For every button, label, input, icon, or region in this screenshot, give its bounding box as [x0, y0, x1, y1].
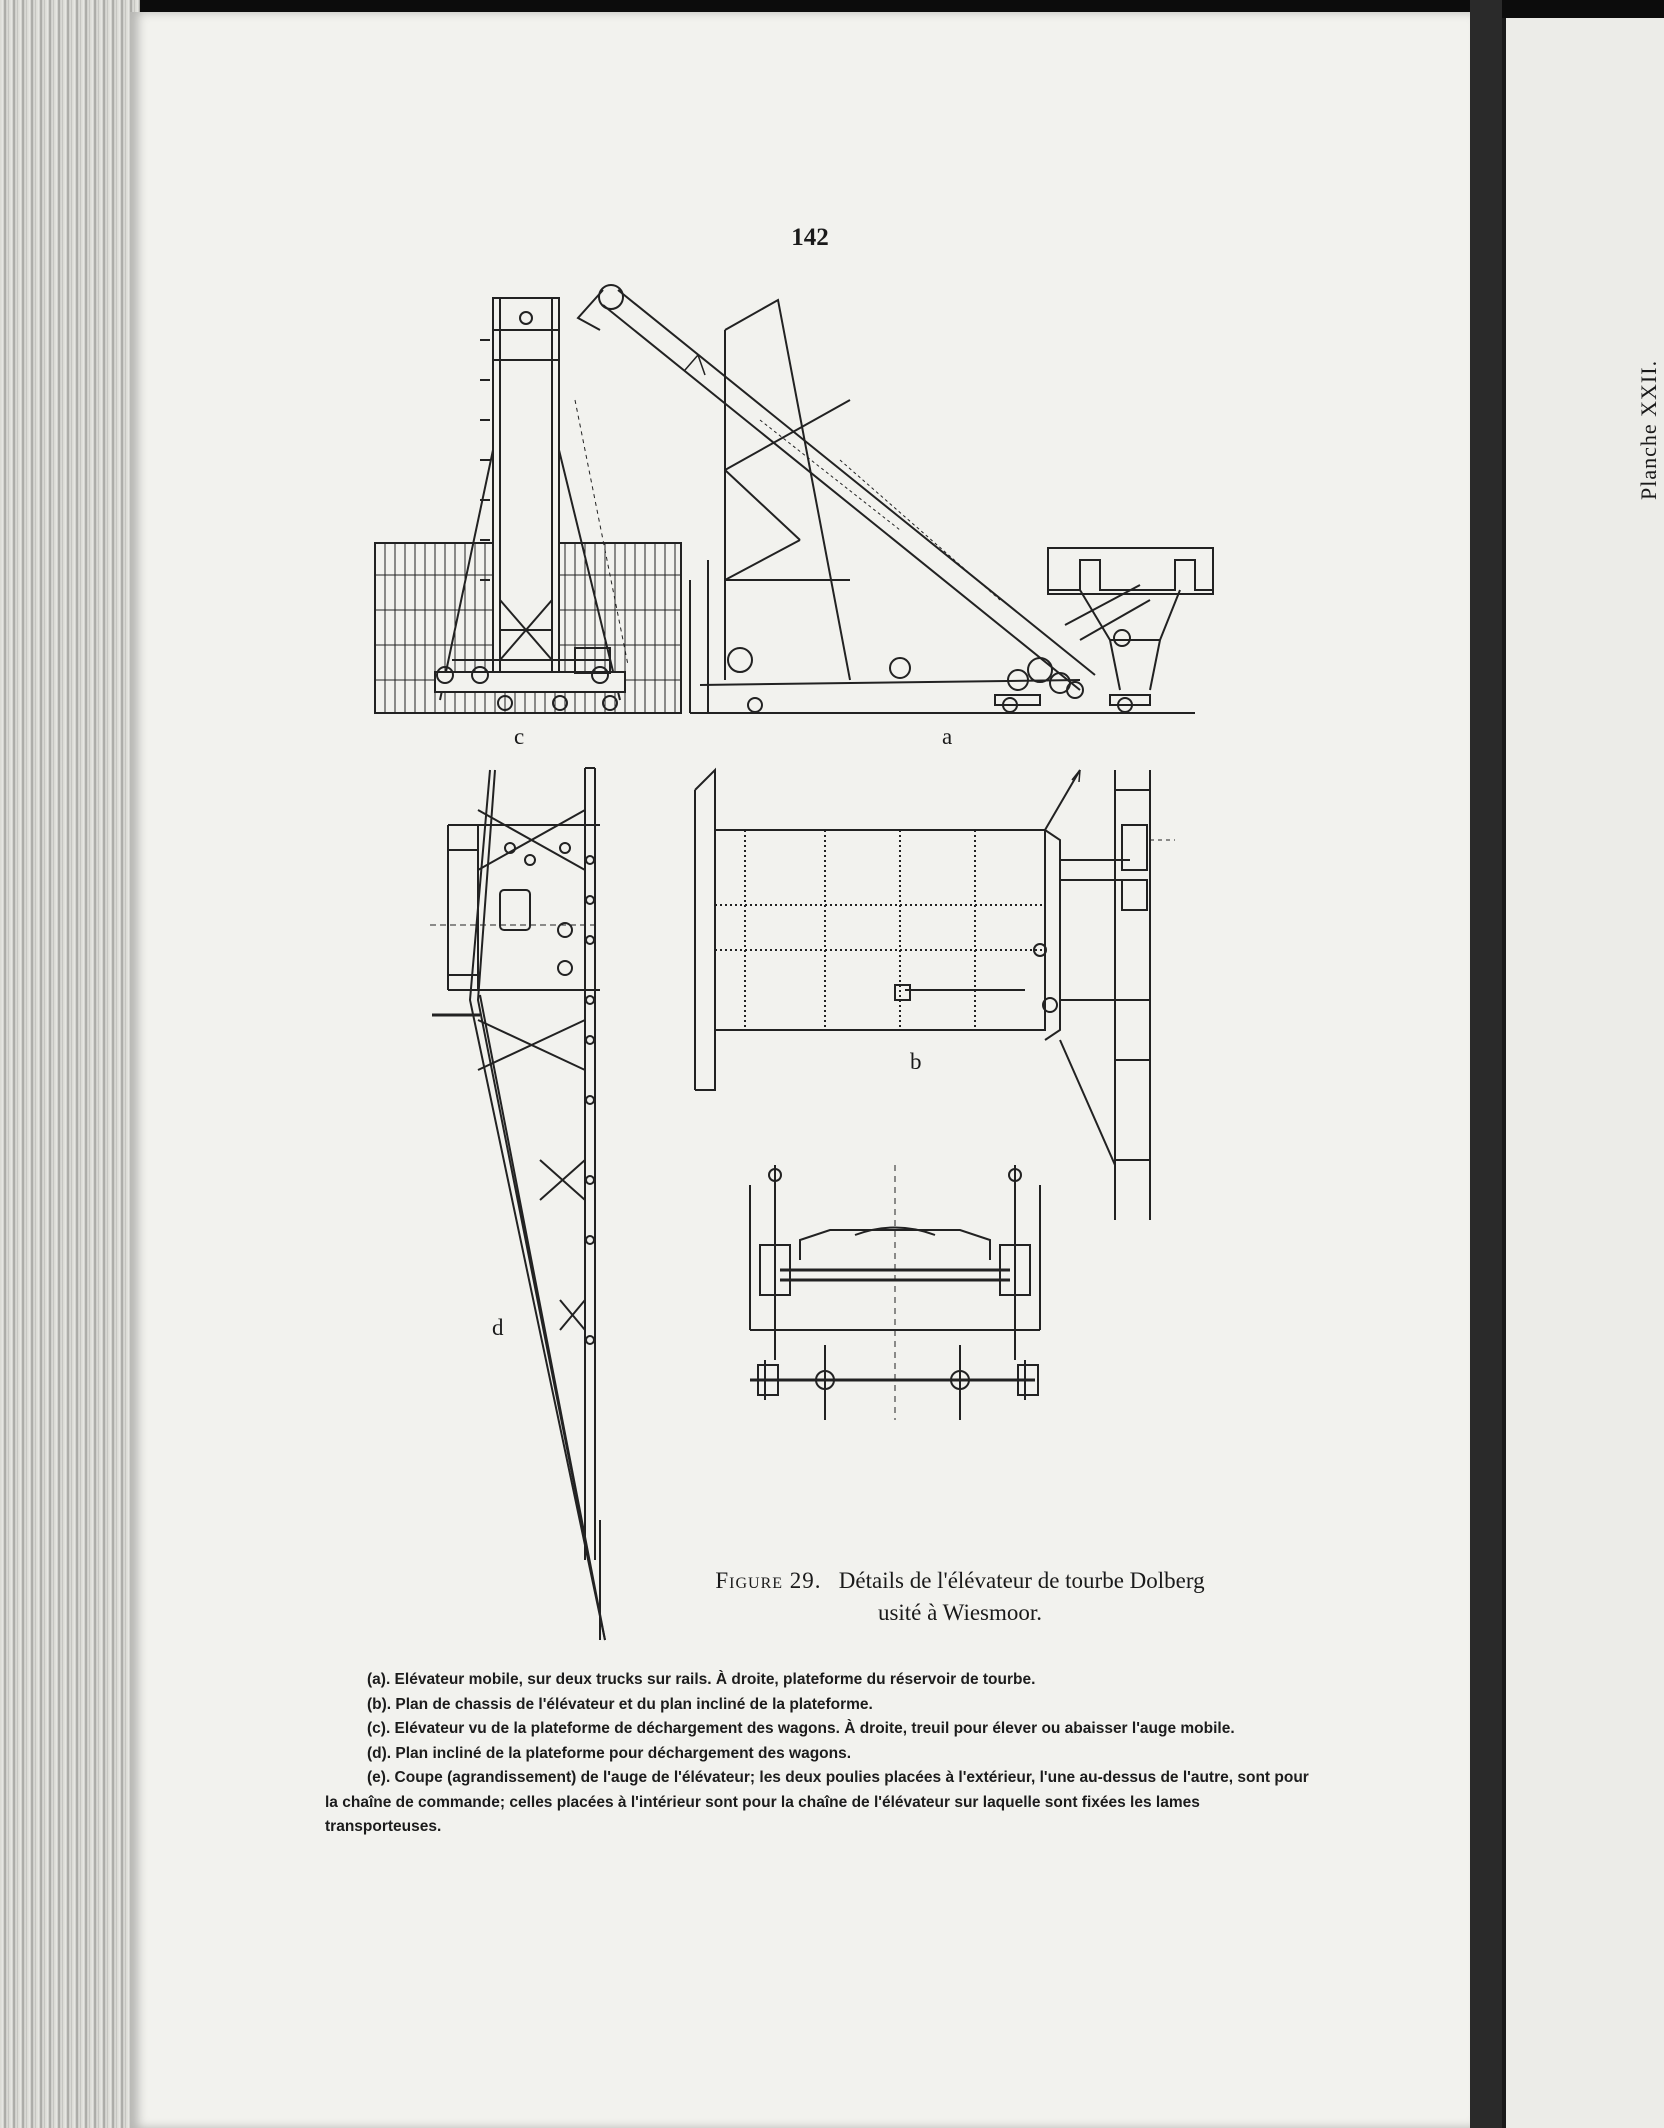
figure-number: Figure 29. — [715, 1568, 822, 1593]
figure-label-b: b — [910, 1049, 922, 1074]
figure-label-d: d — [492, 1315, 504, 1340]
drawing-a-mobile-elevator-side-view — [578, 285, 1213, 713]
figure-label-c: c — [514, 724, 525, 749]
note-a: (a). Elévateur mobile, sur deux trucks sur rails. À droite, plateforme du réservoir de tourbe. — [367, 1671, 1036, 1688]
note-e: (e). Coupe (agrandissement) de l'auge de l'élévateur; les deux poulies placées à l'extérieur, l'une au-dessus de l'autre, sont pour la chaîne de commande; celles placées à l'intérieur sont pour la chaîne de l'élévateur sur laquelle sont fixées les lames transporteuses. — [325, 1769, 1309, 1835]
caption-title: Détails de l'élévateur de tourbe Dolberg — [838, 1568, 1205, 1593]
figure-caption — [640, 1565, 1280, 1629]
note-c: (c). Elévateur vu de la plateforme de déchargement des wagons. À droite, treuil pour élever ou abaisser l'auge mobile. — [367, 1720, 1235, 1737]
figure-label-a: a — [942, 724, 953, 749]
drawing-e-trough-section — [750, 1165, 1040, 1420]
drawing-b-chassis-plan — [695, 770, 1175, 1220]
note-b: (b). Plan de chassis de l'élévateur et du plan incliné de la plateforme. — [367, 1695, 873, 1713]
drawing-c-elevator-front-view — [375, 298, 681, 713]
note-d: (d). Plan incliné de la plateforme pour déchargement des wagons. — [367, 1744, 852, 1762]
caption-line-2: usité à Wiesmoor. — [877, 1600, 1043, 1625]
page-number: 142 — [791, 224, 829, 251]
caption-line-1 — [640, 1565, 1280, 1597]
figure-notes — [325, 1668, 1310, 1840]
drawing-d-inclined-plane-plan — [430, 768, 605, 1640]
plate-label: Planche XXII. — [1636, 359, 1661, 500]
